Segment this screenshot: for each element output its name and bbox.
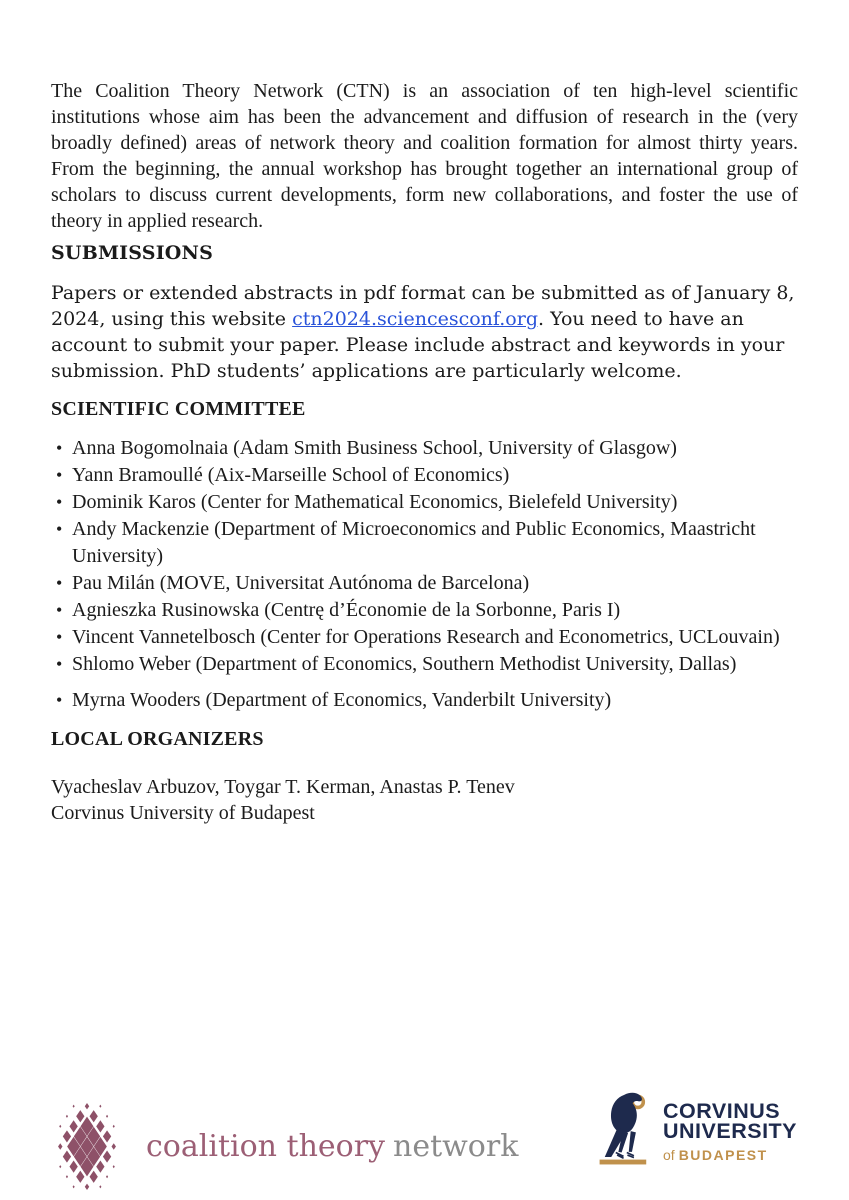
- corvinus-wordmark-line2: UNIVERSITY: [663, 1119, 798, 1143]
- committee-member: [51, 624, 798, 651]
- committee-member-text: Myrna Wooders (Department of Economics, Vanderbilt University): [72, 689, 612, 711]
- committee-member: [51, 462, 798, 489]
- submissions-paragraph: [51, 280, 798, 384]
- committee-member: [51, 489, 798, 516]
- corvinus-logo: [597, 1092, 797, 1165]
- committee-member-text: Vincent Vannetelbosch (Center for Operations Research and Econometrics, UCLouvain): [72, 626, 780, 648]
- organizers-heading: LOCAL ORGANIZERS: [51, 728, 264, 750]
- committee-member-text: Pau Milán (MOVE, Universitat Autónoma de Barcelona): [72, 572, 530, 594]
- organizers-names-line: Vyacheslav Arbuzov, Toygar T. Kerman, Anastas P. Tenev: [51, 776, 515, 798]
- submissions-heading: SUBMISSIONS: [51, 242, 214, 264]
- organizers-affiliation-line: Corvinus University of Budapest: [51, 802, 315, 824]
- ctn-wordmark-primary: coalition theory: [146, 1129, 385, 1164]
- corvinus-of-text: of: [663, 1147, 675, 1163]
- submission-site-link[interactable]: ctn2024.sciencesconf.org: [292, 308, 538, 330]
- committee-member-text: Anna Bogomolnaia (Adam Smith Business School, University of Glasgow): [72, 437, 677, 459]
- committee-member-text: Yann Bramoullé (Aix-Marseille School of Economics): [72, 464, 510, 486]
- submissions-text-after: . You need to have an account to submit your paper. Please include abstract and keywords in your submission. PhD students’ applications are particularly welcome.: [51, 308, 785, 382]
- ctn-diamond-pattern: [58, 1103, 116, 1190]
- ctn-wordmark: [146, 1129, 519, 1164]
- corvinus-raven-icon: [597, 1092, 654, 1165]
- committee-member: [51, 651, 798, 678]
- corvinus-wordmark-line1: CORVINUS: [663, 1099, 781, 1123]
- corvinus-wordmark: [663, 1101, 797, 1163]
- committee-list: [51, 435, 798, 714]
- committee-member: [51, 570, 798, 597]
- ctn-wordmark-secondary: network: [393, 1129, 519, 1164]
- organizers-paragraph: [51, 774, 798, 826]
- ctn-logo: [56, 1100, 518, 1193]
- committee-member: [51, 597, 798, 624]
- ctn-diamond-cluster-icon: [56, 1100, 118, 1193]
- committee-member: [51, 516, 798, 570]
- committee-member-text: Agnieszka Rusinowska (Centrę d’Économie de la Sorbonne, Paris I): [72, 599, 621, 621]
- committee-heading: SCIENTIFIC COMMITTEE: [51, 398, 306, 420]
- committee-member-text: Andy Mackenzie (Department of Microeconomics and Public Economics, Maastricht University): [72, 518, 756, 567]
- submissions-text-before: Papers or extended abstracts in pdf format can be submitted as of January 8, 2024, using this website: [51, 282, 795, 330]
- committee-member: [51, 435, 798, 462]
- committee-member-text: Shlomo Weber (Department of Economics, Southern Methodist University, Dallas): [72, 653, 737, 675]
- corvinus-budapest-text: BUDAPEST: [678, 1147, 768, 1163]
- committee-member-text: Dominik Karos (Center for Mathematical Economics, Bielefeld University): [72, 491, 678, 513]
- corvinus-wordmark-subline: [663, 1147, 797, 1163]
- intro-paragraph: The Coalition Theory Network (CTN) is an association of ten high-level scientific institutions whose aim has been the advancement and diffusion of research in the (very broadly defined) areas of network theory and coalition formation for almost thirty years. From the beginning, the annual workshop has brought together an international group of scholars to discuss current developments, form new collaborations, and foster the use of theory in applied research.: [51, 80, 798, 232]
- committee-member: [51, 687, 798, 714]
